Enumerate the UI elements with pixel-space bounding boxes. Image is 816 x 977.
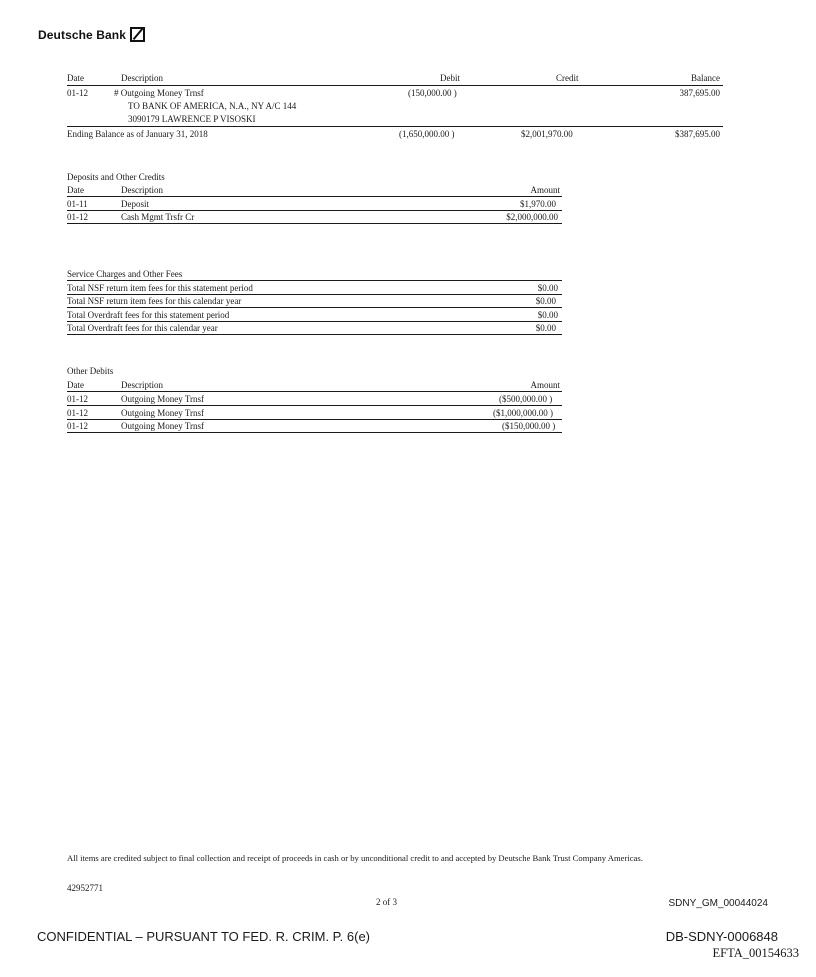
row-rule bbox=[67, 432, 562, 433]
fee-amount: $0.00 bbox=[537, 310, 558, 320]
row-date: 01-12 bbox=[67, 88, 88, 98]
debit-amount: ($150,000.00 ) bbox=[502, 421, 556, 431]
row-description-line1: # Outgoing Money Trnsf bbox=[114, 88, 204, 98]
row-description-line3: 3090179 LAWRENCE P VISOSKI bbox=[128, 114, 256, 124]
fee-label: Total NSF return item fees for this calendar year bbox=[67, 296, 242, 306]
deposits-header-description: Description bbox=[121, 185, 163, 195]
deposits-header-amount: Amount bbox=[530, 185, 560, 195]
col-header-credit: Credit bbox=[556, 73, 579, 83]
deposit-description: Cash Mgmt Trsfr Cr bbox=[121, 212, 195, 222]
row-rule bbox=[67, 419, 562, 420]
debit-description: Outgoing Money Trnsf bbox=[121, 408, 205, 418]
fees-top-rule bbox=[67, 280, 562, 281]
fee-amount: $0.00 bbox=[537, 283, 558, 293]
fee-label: Total Overdraft fees for this statement period bbox=[67, 310, 230, 320]
fee-amount: $0.00 bbox=[535, 296, 556, 306]
debit-date: 01-12 bbox=[67, 421, 88, 431]
fee-label: Total Overdraft fees for this calendar year bbox=[67, 323, 218, 333]
db-slash-logo-icon bbox=[130, 27, 145, 42]
row-rule bbox=[67, 294, 562, 295]
debits-header-rule bbox=[67, 391, 562, 392]
deposit-amount: $1,970.00 bbox=[520, 199, 556, 209]
row-description-line2: TO BANK OF AMERICA, N.A., NY A/C 144 bbox=[128, 101, 297, 111]
deposit-amount: $2,000,000.00 bbox=[506, 212, 558, 222]
row-rule bbox=[67, 321, 562, 322]
debits-header-description: Description bbox=[121, 380, 163, 390]
debit-description: Outgoing Money Trnsf bbox=[121, 394, 205, 404]
row-rule bbox=[67, 405, 562, 406]
bates-db: DB-SDNY-0006848 bbox=[665, 929, 778, 944]
fees-title: Service Charges and Other Fees bbox=[67, 269, 183, 279]
deposits-title: Deposits and Other Credits bbox=[67, 172, 165, 182]
row-rule bbox=[67, 307, 562, 308]
deposit-date: 01-12 bbox=[67, 212, 88, 222]
debits-title: Other Debits bbox=[67, 366, 114, 376]
debit-amount: ($1,000,000.00 ) bbox=[493, 408, 553, 418]
ending-debit: (1,650,000.00 ) bbox=[399, 129, 455, 139]
deposits-header-date: Date bbox=[67, 185, 84, 195]
debits-header-date: Date bbox=[67, 380, 84, 390]
ending-balance-label: Ending Balance as of January 31, 2018 bbox=[67, 129, 208, 139]
col-header-date: Date bbox=[67, 73, 84, 83]
page-number: 2 of 3 bbox=[376, 897, 397, 907]
col-header-description: Description bbox=[121, 73, 163, 83]
account-code: 42952771 bbox=[67, 883, 103, 893]
row-rule bbox=[67, 210, 562, 211]
fee-amount: $0.00 bbox=[535, 323, 556, 333]
disclaimer-text: All items are credited subject to final collection and receipt of proceeds in cash or by unconditional credit to and accepted by Deutsche Bank Trust Company Americas. bbox=[67, 853, 643, 863]
row-rule bbox=[67, 223, 562, 224]
confidential-notice: CONFIDENTIAL – PURSUANT TO FED. R. CRIM. P. 6(e) bbox=[37, 929, 371, 944]
deutsche-bank-logo bbox=[38, 27, 145, 42]
debit-description: Outgoing Money Trnsf bbox=[121, 421, 205, 431]
debit-amount: ($500,000.00 ) bbox=[499, 394, 553, 404]
logo-text: Deutsche Bank bbox=[38, 27, 126, 42]
fee-label: Total NSF return item fees for this statement period bbox=[67, 283, 253, 293]
row-balance: 387,695.00 bbox=[679, 88, 720, 98]
debit-date: 01-12 bbox=[67, 408, 88, 418]
deposit-description: Deposit bbox=[121, 199, 149, 209]
debit-date: 01-12 bbox=[67, 394, 88, 404]
row-debit: (150,000.00 ) bbox=[408, 88, 457, 98]
bates-efta: EFTA_00154633 bbox=[712, 946, 799, 960]
deposit-date: 01-11 bbox=[67, 199, 88, 209]
ending-balance: $387,695.00 bbox=[675, 129, 720, 139]
row-rule bbox=[67, 334, 562, 335]
col-header-balance: Balance bbox=[691, 73, 720, 83]
header-rule bbox=[67, 85, 723, 86]
bates-sdny: SDNY_GM_00044024 bbox=[668, 898, 768, 909]
col-header-debit: Debit bbox=[440, 73, 460, 83]
ending-credit: $2,001,970.00 bbox=[521, 129, 573, 139]
deposits-header-rule bbox=[67, 196, 562, 197]
debits-header-amount: Amount bbox=[530, 380, 560, 390]
ending-rule bbox=[67, 126, 723, 127]
